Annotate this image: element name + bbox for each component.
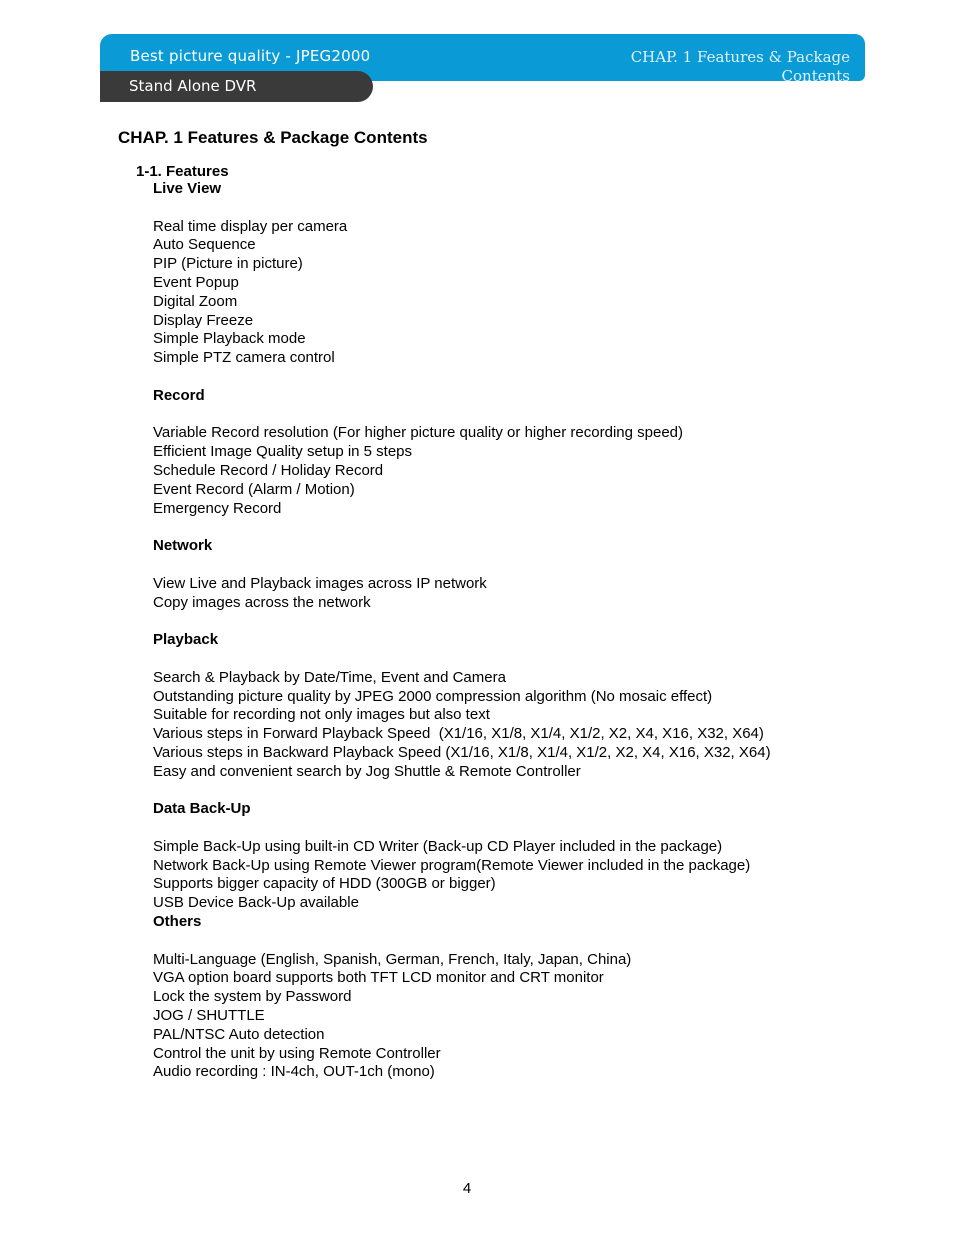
list-item: Simple Playback mode [153,330,306,348]
chapter-title: CHAP. 1 Features & Package Contents [118,128,428,147]
list-item: Suitable for recording not only images but also text [153,706,490,724]
list-item: Variable Record resolution (For higher picture quality or higher recording speed) [153,424,683,442]
group-heading-others: Others [153,913,202,931]
list-item: Search & Playback by Date/Time, Event and Camera [153,668,506,686]
header-tagline: Best picture quality - JPEG2000 [130,47,371,65]
list-item: Event Popup [153,273,239,291]
list-item: Multi-Language (English, Spanish, German, French, Italy, Japan, China) [153,950,632,968]
section-title: 1-1. Features [136,163,229,180]
list-item: Schedule Record / Holiday Record [153,461,384,479]
list-item: Copy images across the network [153,593,371,611]
group-heading-playback: Playback [153,631,219,649]
group-heading-record: Record [153,386,205,404]
list-item: Easy and convenient search by Jog Shuttle & Remote Controller [153,762,581,780]
header-chapter-label: CHAP. 1 Features & Package Contents [630,48,850,85]
list-item: Supports bigger capacity of HDD (300GB or bigger) [153,875,496,893]
list-item: Network Back-Up using Remote Viewer program(Remote Viewer included in the package) [153,856,751,874]
list-item: View Live and Playback images across IP network [153,574,487,592]
list-item: Simple PTZ camera control [153,349,335,367]
list-item: PIP (Picture in picture) [153,255,303,273]
list-item: JOG / SHUTTLE [153,1007,265,1025]
group-heading-data-backup: Data Back-Up [153,800,251,818]
list-item: Audio recording : IN-4ch, OUT-1ch (mono) [153,1063,435,1081]
list-item: PAL/NTSC Auto detection [153,1025,325,1043]
features-list [153,180,771,1082]
list-item: Digital Zoom [153,292,238,310]
list-item: Event Record (Alarm / Motion) [153,480,355,498]
list-item: Auto Sequence [153,236,256,254]
list-item: Lock the system by Password [153,988,352,1006]
product-label: Stand Alone DVR [129,77,257,95]
list-item: USB Device Back-Up available [153,894,359,912]
list-item: Efficient Image Quality setup in 5 steps [153,443,413,461]
list-item: VGA option board supports both TFT LCD monitor and CRT monitor [153,969,604,987]
list-item: Various steps in Backward Playback Speed (X1/16, X1/8, X1/4, X1/2, X2, X4, X16, X32, X64) [153,743,771,761]
list-item: Control the unit by using Remote Controller [153,1044,441,1062]
list-item: Various steps in Forward Playback Speed (X1/16, X1/8, X1/4, X1/2, X2, X4, X16, X32, X64) [153,725,764,743]
list-item: Display Freeze [153,311,254,329]
page-number: 4 [462,1180,472,1197]
list-item: Simple Back-Up using built-in CD Writer (Back-up CD Player included in the package) [153,837,723,855]
group-heading-live-view: Live View [153,180,222,197]
group-heading-network: Network [153,537,213,555]
list-item: Emergency Record [153,499,282,517]
list-item: Real time display per camera [153,217,348,235]
list-item: Outstanding picture quality by JPEG 2000 compression algorithm (No mosaic effect) [153,687,713,705]
